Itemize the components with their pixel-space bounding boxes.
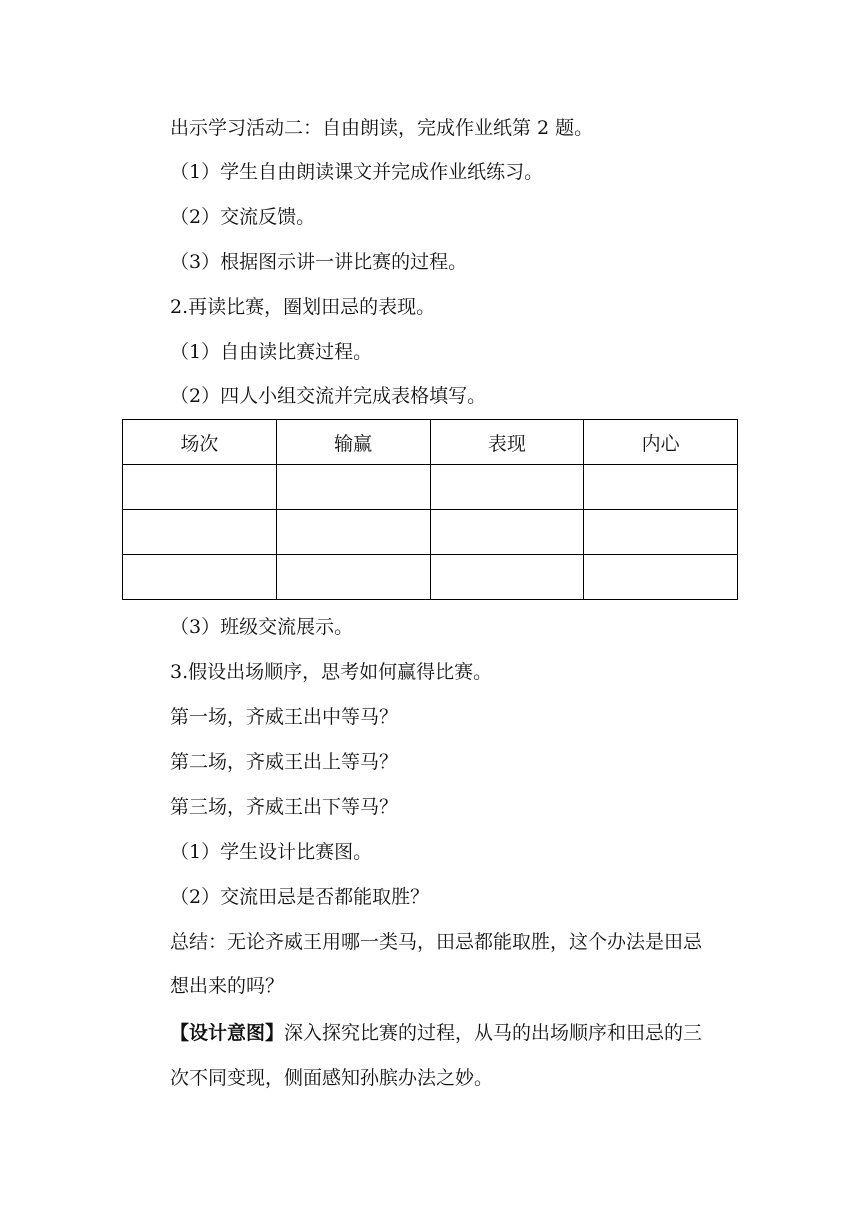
step-design-diagram: （1）学生设计比赛图。 <box>170 841 373 863</box>
table-cell <box>584 555 738 600</box>
step-read-process: （1）自由读比赛过程。 <box>170 341 373 363</box>
header-performance: 表现 <box>430 420 584 465</box>
summary-line-1: 总结：无论齐威王用哪一类马，田忌都能取胜，这个办法是田忌 <box>170 931 703 953</box>
step-class-share: （3）班级交流展示。 <box>170 616 354 638</box>
step-discuss-victory: （2）交流田忌是否都能取胜？ <box>170 886 430 908</box>
performance-table <box>122 419 738 600</box>
design-intent-line-1 <box>170 1021 702 1045</box>
table-cell <box>430 510 584 555</box>
round-one-question: 第一场，齐威王出中等马？ <box>170 706 399 728</box>
step-feedback: （2）交流反馈。 <box>170 206 316 228</box>
design-intent-label: 【设计意图】 <box>170 1022 285 1044</box>
table-cell <box>123 555 277 600</box>
table-row <box>123 510 738 555</box>
step-retell-process: （3）根据图示讲一讲比赛的过程。 <box>170 251 468 273</box>
summary-line-2: 想出来的吗？ <box>170 975 285 997</box>
table-cell <box>276 465 430 510</box>
step-read-and-practice: （1）学生自由朗读课文并完成作业纸练习。 <box>170 161 544 183</box>
paragraph-activity-two: 出示学习活动二：自由朗读，完成作业纸第 2 题。 <box>170 117 594 139</box>
header-inner-feeling: 内心 <box>584 420 738 465</box>
table-row <box>123 465 738 510</box>
table-row <box>123 555 738 600</box>
header-round: 场次 <box>123 420 277 465</box>
table-cell <box>584 465 738 510</box>
table-cell <box>430 555 584 600</box>
header-result: 输赢 <box>276 420 430 465</box>
section-heading-2: 2.再读比赛，圈划田忌的表现。 <box>170 296 436 318</box>
table-cell <box>276 555 430 600</box>
table-cell <box>123 510 277 555</box>
round-three-question: 第三场，齐威王出下等马？ <box>170 796 399 818</box>
design-intent-text: 深入探究比赛的过程，从马的出场顺序和田忌的三 <box>284 1022 703 1044</box>
round-two-question: 第二场，齐威王出上等马？ <box>170 751 399 773</box>
section-heading-3: 3.假设出场顺序，思考如何赢得比赛。 <box>170 661 493 683</box>
table-cell <box>430 465 584 510</box>
step-group-table: （2）四人小组交流并完成表格填写。 <box>170 385 487 407</box>
table-cell <box>276 510 430 555</box>
table-header-row <box>123 420 738 465</box>
design-intent-line-2: 次不同变现，侧面感知孙膑办法之妙。 <box>170 1067 494 1089</box>
table-cell <box>584 510 738 555</box>
table-cell <box>123 465 277 510</box>
